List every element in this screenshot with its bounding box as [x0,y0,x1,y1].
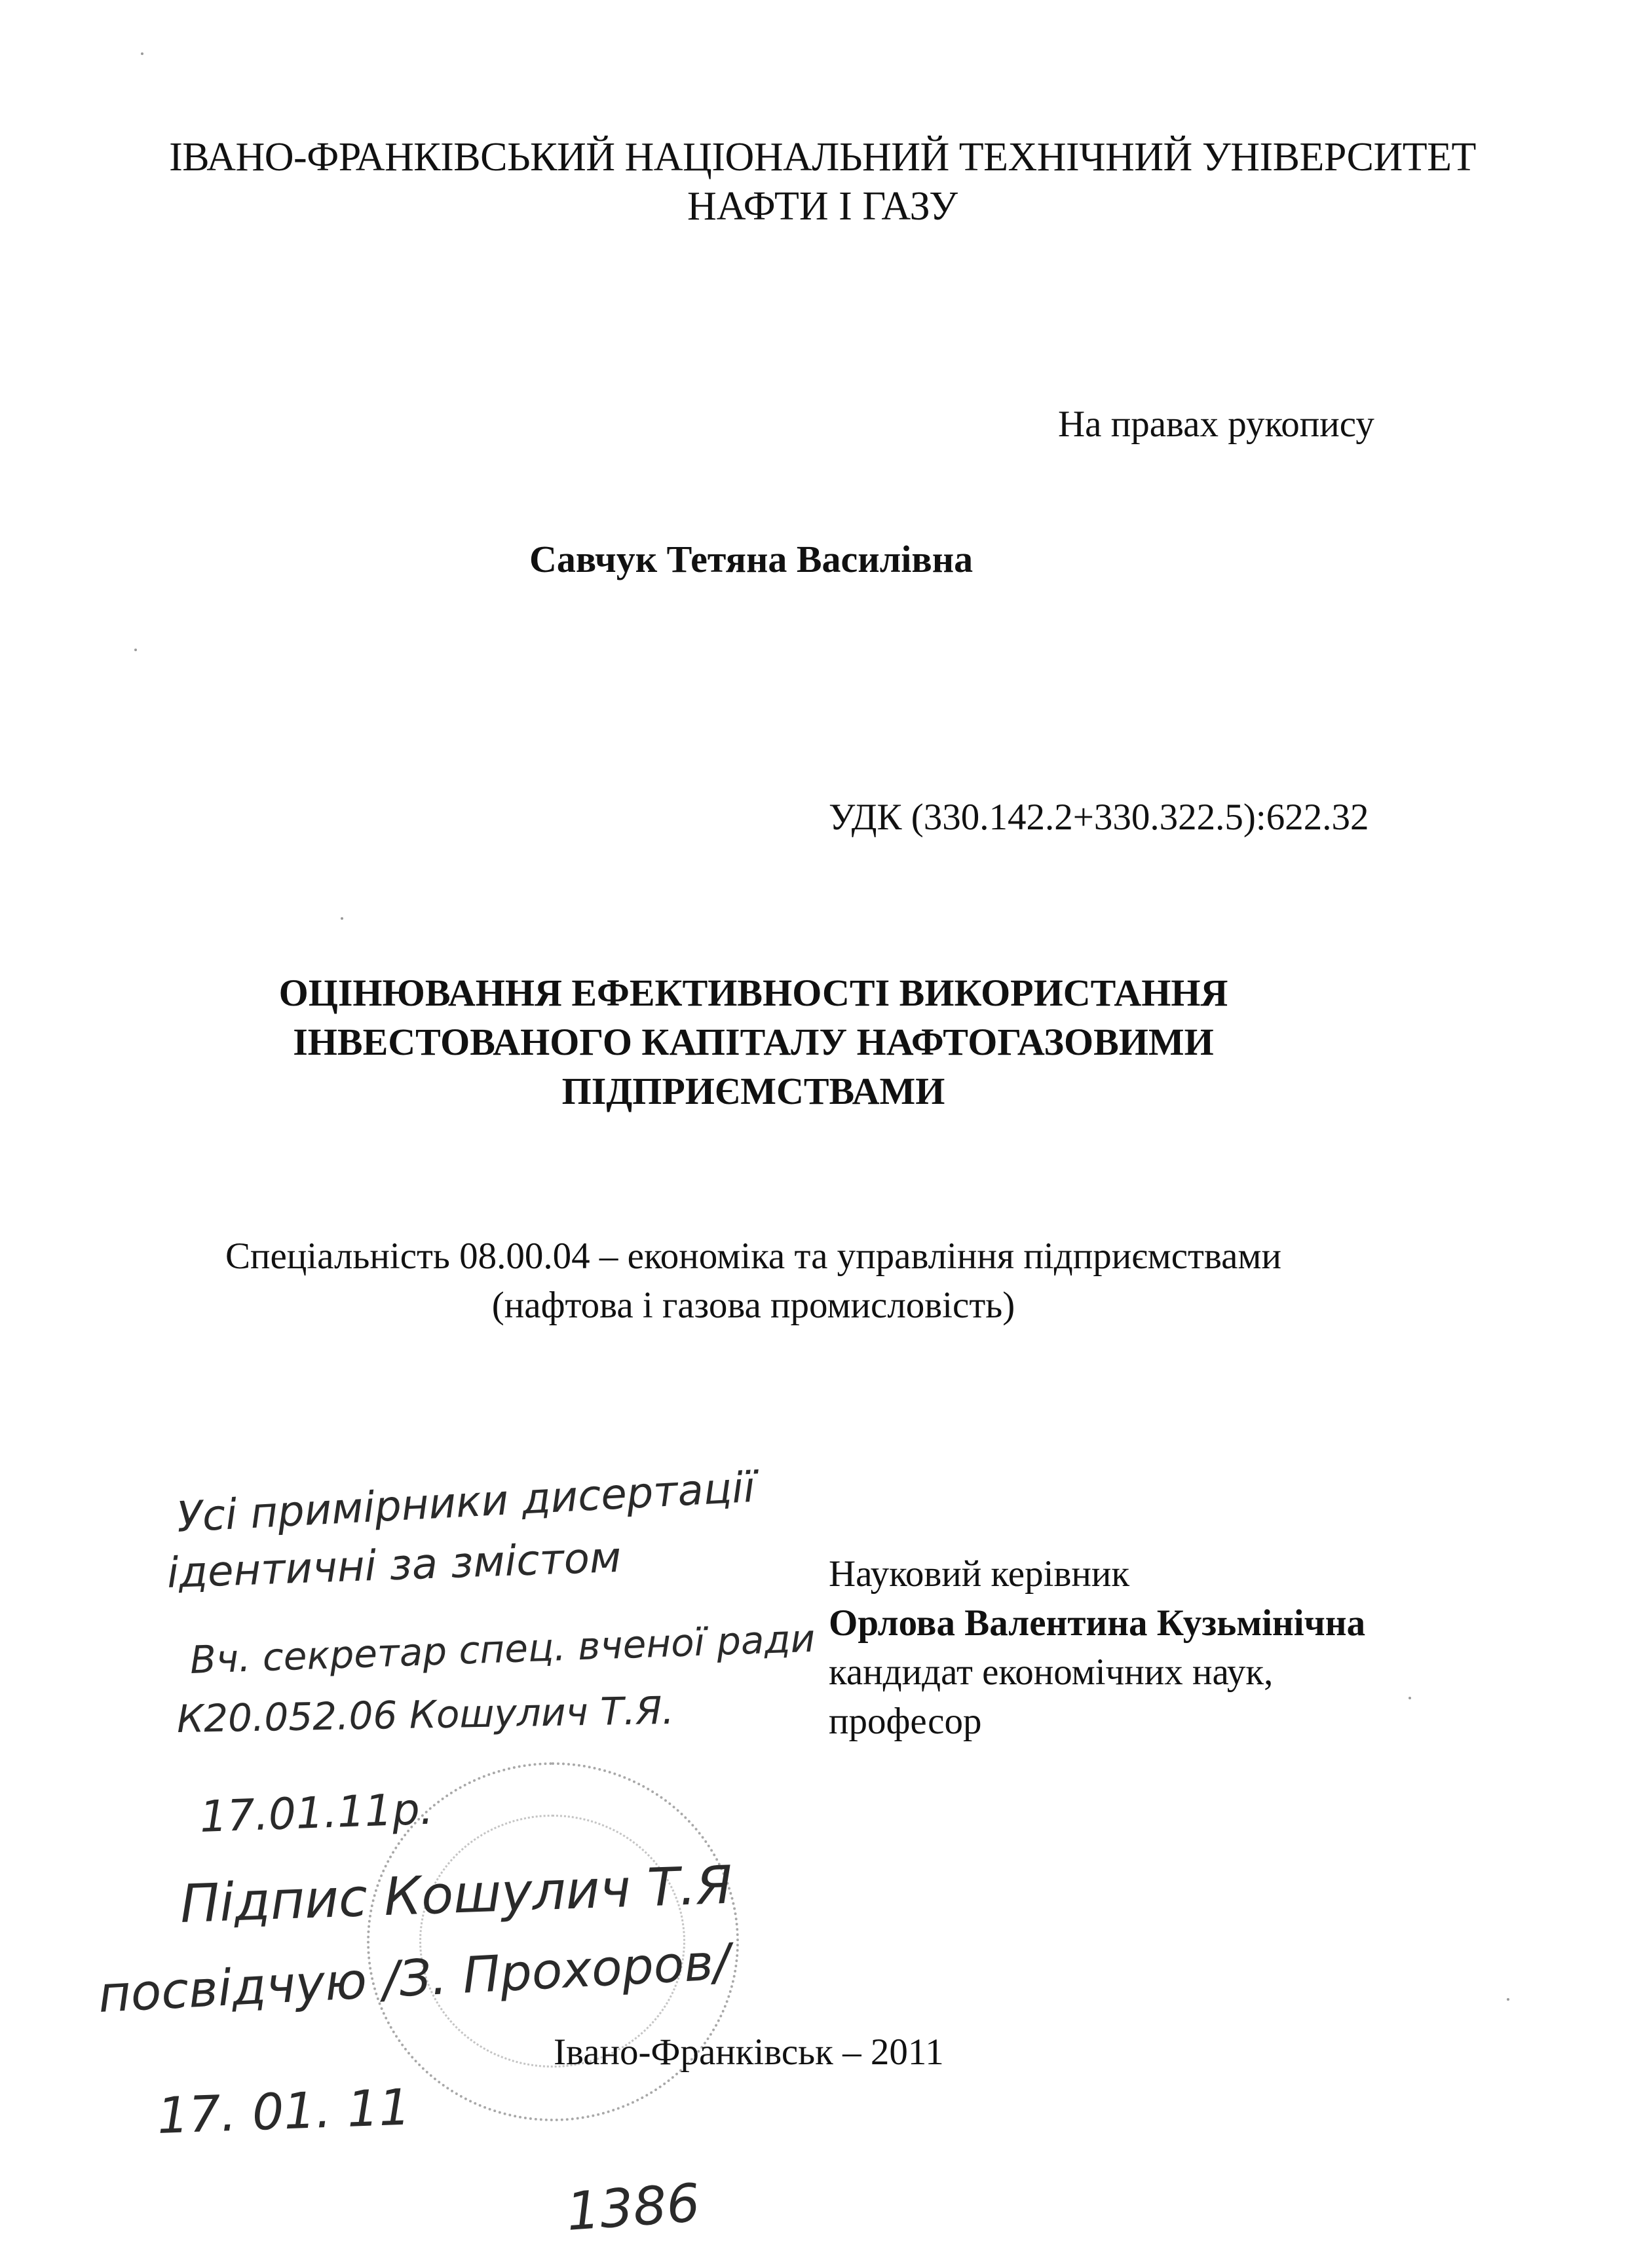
author-name: Савчук Тетяна Василівна [529,538,974,580]
handwritten-secretary-line: Вч. секретар спец. вченої ради [189,1616,816,1682]
supervisor-label: Науковий керівник [829,1553,1130,1595]
university-name-line1: ІВАНО-ФРАНКІВСЬКИЙ НАЦІОНАЛЬНИЙ ТЕХНІЧНИЙ УНІВЕРСИТЕТ [169,135,1476,180]
place-and-year: Івано-Франківськ – 2011 [554,2032,944,2073]
university-name-line2: НАФТИ І ГАЗУ [687,184,958,229]
handwritten-registration-number: 1386 [564,2172,702,2242]
scan-speck [1409,1697,1411,1699]
handwritten-date-2: 17. 01. 11 [156,2077,412,2145]
supervisor-name: Орлова Валентина Кузьмінічна [829,1602,1366,1644]
handwritten-date-1: 17.01.11р. [199,1783,434,1842]
dissertation-title-line2: ІНВЕСТОВАНОГО КАПІТАЛУ НАФТОГАЗОВИМИ [293,1021,1214,1063]
handwritten-signature-line: Підпис Кошулич Т.Я [179,1854,734,1935]
scan-speck [141,52,143,55]
manuscript-note: На правах рукопису [1058,404,1374,445]
scan-speck [134,649,137,651]
handwritten-copies-identical-line2: ідентичні за змістом [166,1533,622,1598]
handwritten-council-code: К20.052.06 Кошулич Т.Я. [176,1688,675,1741]
supervisor-degree: кандидат економічних наук, [829,1652,1274,1693]
udc-code: УДК (330.142.2+330.322.5):622.32 [829,797,1369,838]
scan-speck [1507,1998,1509,2001]
dissertation-title-line3: ПІДПРИЄМСТВАМИ [561,1070,945,1112]
dissertation-title-line1: ОЦІНЮВАННЯ ЕФЕКТИВНОСТІ ВИКОРИСТАННЯ [278,972,1228,1014]
supervisor-rank: професор [829,1701,982,1742]
specialty-line1: Спеціальність 08.00.04 – економіка та управління підприємствами [225,1236,1281,1277]
handwritten-copies-identical-line1: Усі примірники дисертації [176,1463,757,1542]
scan-speck [341,917,343,920]
specialty-line2: (нафтова і газова промисловість) [491,1285,1015,1326]
handwritten-certify-line: посвідчую /З. Прохоров/ [96,1932,732,2024]
